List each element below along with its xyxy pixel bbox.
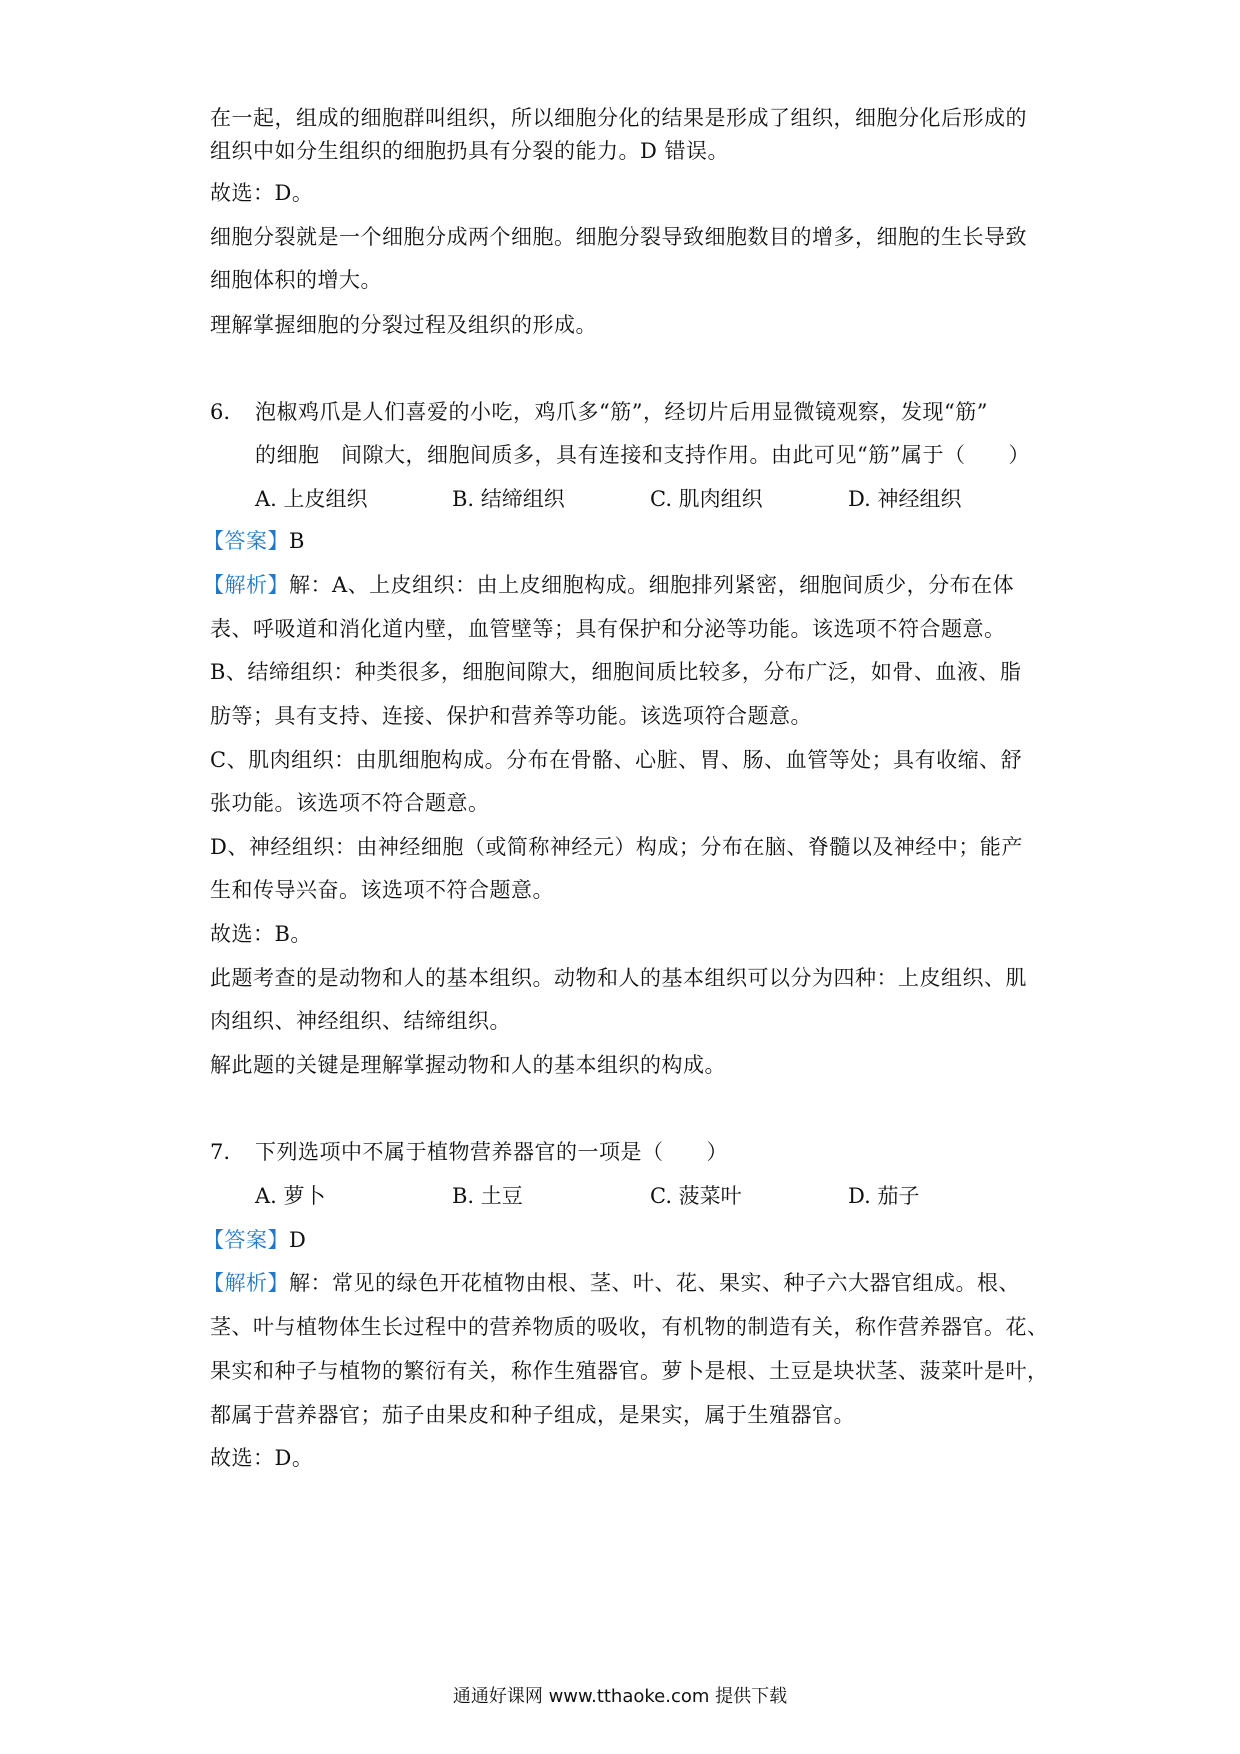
analysis-line: 生和传导兴奋。该选项不符合题意。 xyxy=(210,878,554,902)
question-number: 6. xyxy=(210,400,231,424)
analysis-text: 解：A、上皮组织：由上皮细胞构成。细胞排列紧密，细胞间质少，分布在体 xyxy=(289,573,1015,597)
analysis-line: 肉组织、神经组织、结缔组织。 xyxy=(210,1009,511,1033)
question-stem: 泡椒鸡爪是人们喜爱的小吃，鸡爪多“筋”，经切片后用显微镜观察，发现“筋” xyxy=(255,400,988,424)
option-b: B. 结缔组织 xyxy=(452,487,565,511)
answer-value: D xyxy=(289,1228,307,1252)
option-c: C. 肌肉组织 xyxy=(650,487,763,511)
paragraph-line: 组织中如分生组织的细胞扔具有分裂的能力。D 错误。 xyxy=(210,139,730,163)
paragraph-line: 细胞体积的增大。 xyxy=(210,268,382,292)
answer-tag: 【答案】 xyxy=(203,529,289,553)
question-number: 7. xyxy=(210,1140,231,1164)
analysis-line: 都属于营养器官；茄子由果皮和种子组成，是果实，属于生殖器官。 xyxy=(210,1403,855,1427)
analysis-line: 肪等；具有支持、连接、保护和营养等功能。该选项符合题意。 xyxy=(210,704,812,728)
paragraph-line: 细胞分裂就是一个细胞分成两个细胞。细胞分裂导致细胞数目的增多，细胞的生长导致 xyxy=(210,225,1027,249)
option-a: A. 上皮组织 xyxy=(255,487,368,511)
question-stem: 下列选项中不属于植物营养器官的一项是（ ） xyxy=(255,1140,728,1164)
option-b: B. 土豆 xyxy=(452,1184,523,1208)
analysis-line: 茎、叶与植物体生长过程中的营养物质的吸收，有机物的制造有关，称作营养器官。花、 xyxy=(210,1315,1049,1339)
question-stem: 的细胞 间隙大，细胞间质多，具有连接和支持作用。由此可见“筋”属于（ ） xyxy=(255,443,1030,467)
answer-line xyxy=(203,526,1043,556)
analysis-line: 表、呼吸道和消化道内壁，血管壁等；具有保护和分泌等功能。该选项不符合题意。 xyxy=(210,617,1006,641)
analysis-line: C、肌肉组织：由肌细胞构成。分布在骨骼、心脏、胃、肠、血管等处；具有收缩、舒 xyxy=(210,748,1023,772)
analysis-line: B、结缔组织：种类很多，细胞间隙大，细胞间质比较多，分布广泛，如骨、血液、脂 xyxy=(210,660,1022,684)
paragraph-line: 理解掌握细胞的分裂过程及组织的形成。 xyxy=(210,313,597,337)
option-d: D. 茄子 xyxy=(848,1184,920,1208)
analysis-line xyxy=(203,1268,1043,1298)
analysis-line: D、神经组织：由神经细胞（或简称神经元）构成；分布在脑、脊髓以及神经中；能产 xyxy=(210,835,1023,859)
analysis-line: 此题考查的是动物和人的基本组织。动物和人的基本组织可以分为四种：上皮组织、肌 xyxy=(210,966,1027,990)
option-c: C. 菠菜叶 xyxy=(650,1184,742,1208)
paragraph-line: 故选：D。 xyxy=(210,181,314,205)
analysis-tag: 【解析】 xyxy=(203,1271,289,1295)
analysis-line: 故选：D。 xyxy=(210,1446,314,1470)
answer-line xyxy=(203,1225,1043,1255)
analysis-line: 张功能。该选项不符合题意。 xyxy=(210,791,490,815)
analysis-text: 解：常见的绿色开花植物由根、茎、叶、花、果实、种子六大器官组成。根、 xyxy=(289,1271,1020,1295)
option-a: A. 萝卜 xyxy=(255,1184,326,1208)
paragraph-line: 在一起，组成的细胞群叫组织，所以细胞分化的结果是形成了组织，细胞分化后形成的 xyxy=(210,106,1027,130)
answer-value: B xyxy=(289,529,305,553)
analysis-line xyxy=(203,570,1043,600)
analysis-line: 解此题的关键是理解掌握动物和人的基本组织的构成。 xyxy=(210,1053,726,1077)
option-d: D. 神经组织 xyxy=(848,487,962,511)
analysis-tag: 【解析】 xyxy=(203,573,289,597)
page-footer: 通通好课网 www.tthaoke.com 提供下载 xyxy=(452,1686,788,1707)
answer-tag: 【答案】 xyxy=(203,1228,289,1252)
analysis-line: 果实和种子与植物的繁衍有关，称作生殖器官。萝卜是根、土豆是块状茎、菠菜叶是叶， xyxy=(210,1359,1049,1383)
analysis-line: 故选：B。 xyxy=(210,922,312,946)
